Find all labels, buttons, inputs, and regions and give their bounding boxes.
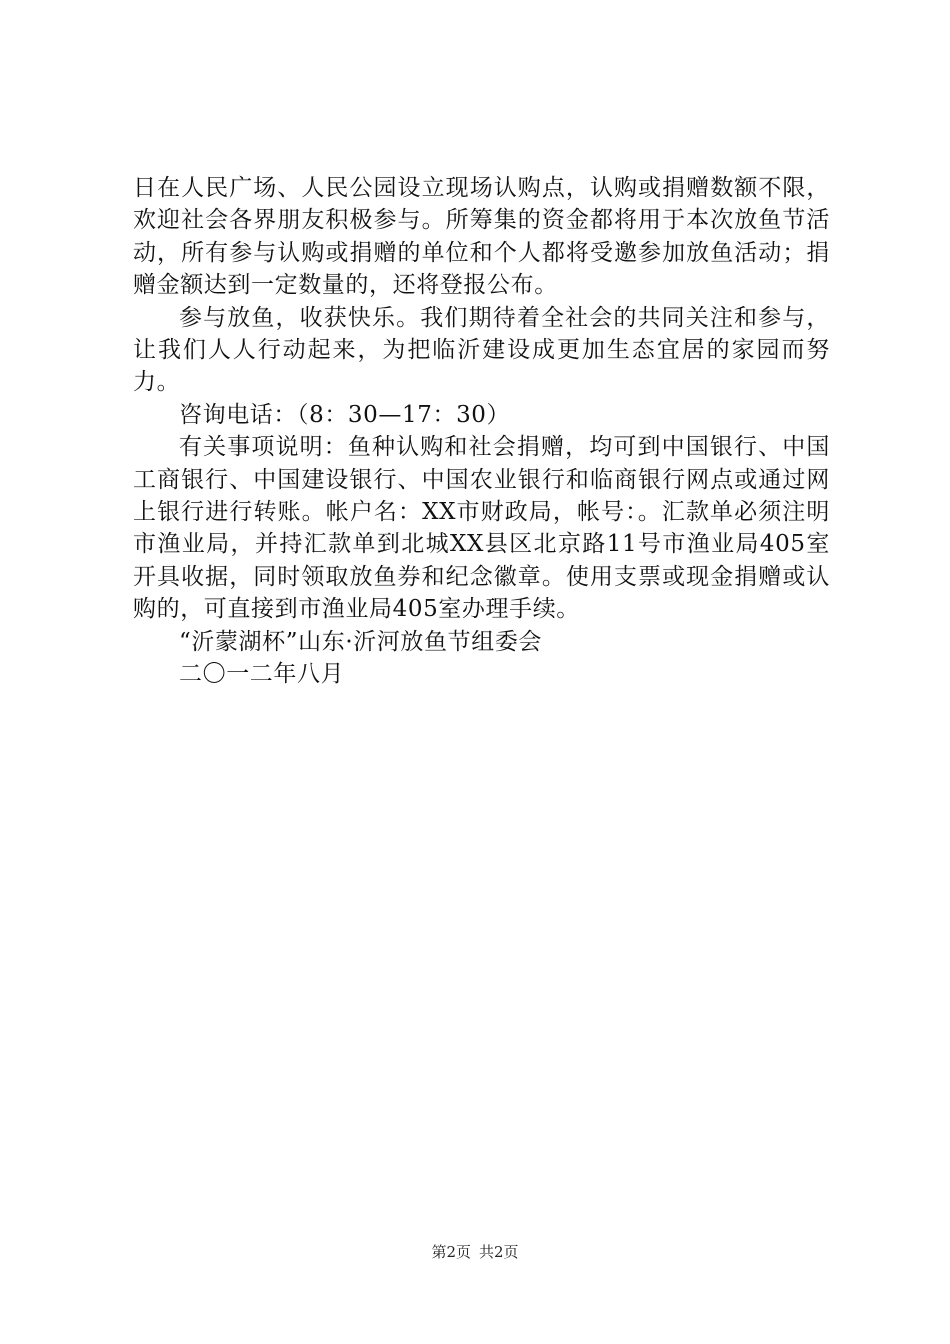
page-number-current: 第2页: [431, 1243, 471, 1261]
page-footer: [0, 1242, 950, 1262]
page-number-total: 共2页: [479, 1243, 519, 1261]
signature-date: 二〇一二年八月: [179, 661, 345, 688]
paragraph-instructions: 有关事项说明：鱼种认购和社会捐赠，均可到中国银行、中国工商银行、中国建设银行、中国农业银行和临商银行网点或通过网上银行进行转账。帐户名：XX市财政局，帐号：。汇款单必须注明市渔业局，并持汇款单到北城XX县区北京路11号市渔业局405室开具收据，同时领取放鱼券和纪念徽章。使用支票或现金捐赠或认购的，可直接到市渔业局405室办理手续。: [133, 434, 830, 623]
signature-organizer: “沂蒙湖杯”山东·沂河放鱼节组委会: [179, 628, 543, 655]
paragraph-donation-points: 日在人民广场、人民公园设立现场认购点，认购或捐赠数额不限，欢迎社会各界朋友积极参与。所筹集的资金都将用于本次放鱼节活动，所有参与认购或捐赠的单位和个人都将受邀参加放鱼活动；捐赠金额达到一定数量的，还将登报公布。: [133, 175, 830, 299]
paragraph-hotline: 咨询电话：（8：30—17：30）: [179, 401, 511, 428]
document-body: [133, 172, 830, 691]
paragraph-call-to-action: 参与放鱼，收获快乐。我们期待着全社会的共同关注和参与，让我们人人行动起来，为把临沂建设成更加生态宜居的家园而努力。: [133, 304, 830, 396]
